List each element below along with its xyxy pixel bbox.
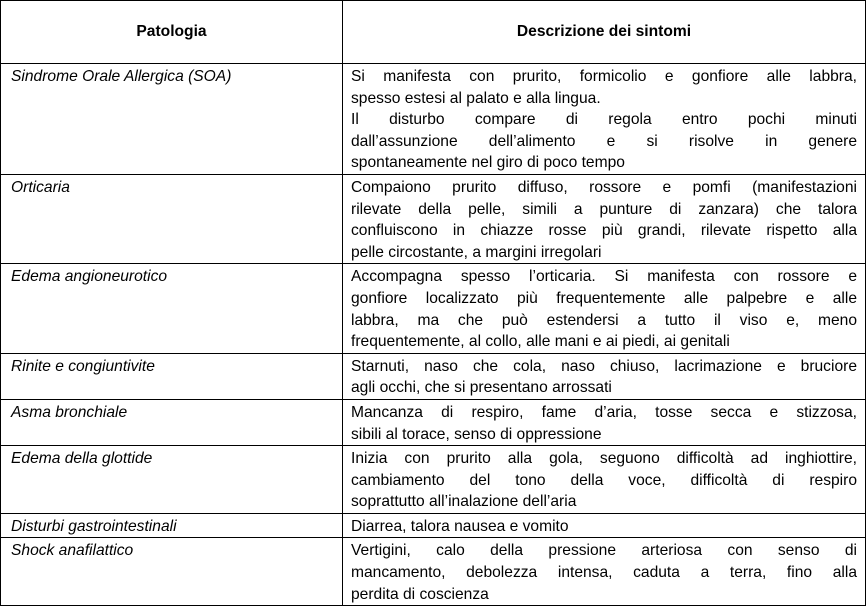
description-line: spesso estesi al palato e alla lingua.: [351, 89, 601, 107]
description-line: Starnuti, naso che cola, naso chiuso, lacrimazione e bruciore: [351, 357, 857, 375]
table-body: [1, 64, 866, 606]
description-line: frequentemente, al collo, alle mani e ai piedi, ai genitali: [351, 333, 730, 351]
description-line: agli occhi, che si presentano arrossati: [351, 379, 612, 397]
description-line: Mancanza di respiro, fame d’aria, tosse secca e stizzosa,: [351, 403, 857, 421]
table-row: [1, 513, 866, 538]
pathology-cell: Rinite e congiuntivite: [1, 353, 343, 399]
description-cell: [343, 264, 866, 353]
description-cell: [343, 446, 866, 514]
description-cell: [343, 538, 866, 606]
description-line: Si manifesta con prurito, formicolio e gonfiore alle labbra,: [351, 68, 857, 85]
pathology-cell: Orticaria: [1, 174, 343, 263]
header-description: Descrizione dei sintomi: [343, 1, 866, 64]
table-row: [1, 353, 866, 399]
description-line: Il disturbo compare di regola entro pochi minuti: [351, 111, 857, 129]
table-row: [1, 264, 866, 353]
description-line: soprattutto all’inalazione dell’aria: [351, 493, 577, 511]
description-line: Accompagna spesso l’orticaria. Si manifesta con rossore e: [351, 268, 857, 286]
description-line: confluiscono in chiazze rosse più grandi, rilevate rispetto alla: [351, 222, 857, 240]
pathology-cell: Shock anafilattico: [1, 538, 343, 606]
pathology-cell: Disturbi gastrointestinali: [1, 513, 343, 538]
table-row: [1, 399, 866, 445]
description-line: mancamento, debolezza intensa, caduta a terra, fino alla: [351, 564, 857, 582]
header-row: [1, 1, 866, 64]
description-cell: [343, 174, 866, 263]
header-pathology: Patologia: [1, 1, 343, 64]
description-line: labbra, ma che può estendersi a tutto il viso e, meno: [351, 311, 857, 329]
description-line: spontaneamente nel giro di poco tempo: [351, 154, 625, 172]
description-line: Diarrea, talora nausea e vomito: [351, 517, 569, 535]
description-line: pelle circostante, a margini irregolari: [351, 243, 602, 261]
pathology-cell: Asma bronchiale: [1, 399, 343, 445]
table-row: [1, 446, 866, 514]
description-line: Compaiono prurito diffuso, rossore e pomfi (manifestazioni: [351, 178, 857, 196]
description-line: sibili al torace, senso di oppressione: [351, 425, 602, 443]
description-line: cambiamento del tono della voce, difficoltà di respiro: [351, 471, 857, 489]
description-cell: [343, 64, 866, 175]
table-row: [1, 538, 866, 606]
description-line: dall’assunzione dell’alimento e si risolve in genere: [351, 132, 857, 150]
description-line: perdita di coscienza: [351, 585, 489, 603]
pathology-cell: Sindrome Orale Allergica (SOA): [1, 64, 343, 175]
pathology-cell: Edema angioneurotico: [1, 264, 343, 353]
table-row: [1, 174, 866, 263]
description-line: gonfiore localizzato più frequentemente alle palpebre e alle: [351, 289, 857, 307]
description-line: rilevate della pelle, simili a punture di zanzara) che talora: [351, 200, 857, 218]
description-cell: [343, 353, 866, 399]
pathology-cell: Edema della glottide: [1, 446, 343, 514]
description-cell: [343, 513, 866, 538]
description-line: Vertigini, calo della pressione arteriosa con senso di: [351, 542, 857, 560]
description-cell: [343, 399, 866, 445]
description-line: Inizia con prurito alla gola, seguono difficoltà ad inghiottire,: [351, 450, 857, 468]
table-row: [1, 64, 866, 175]
